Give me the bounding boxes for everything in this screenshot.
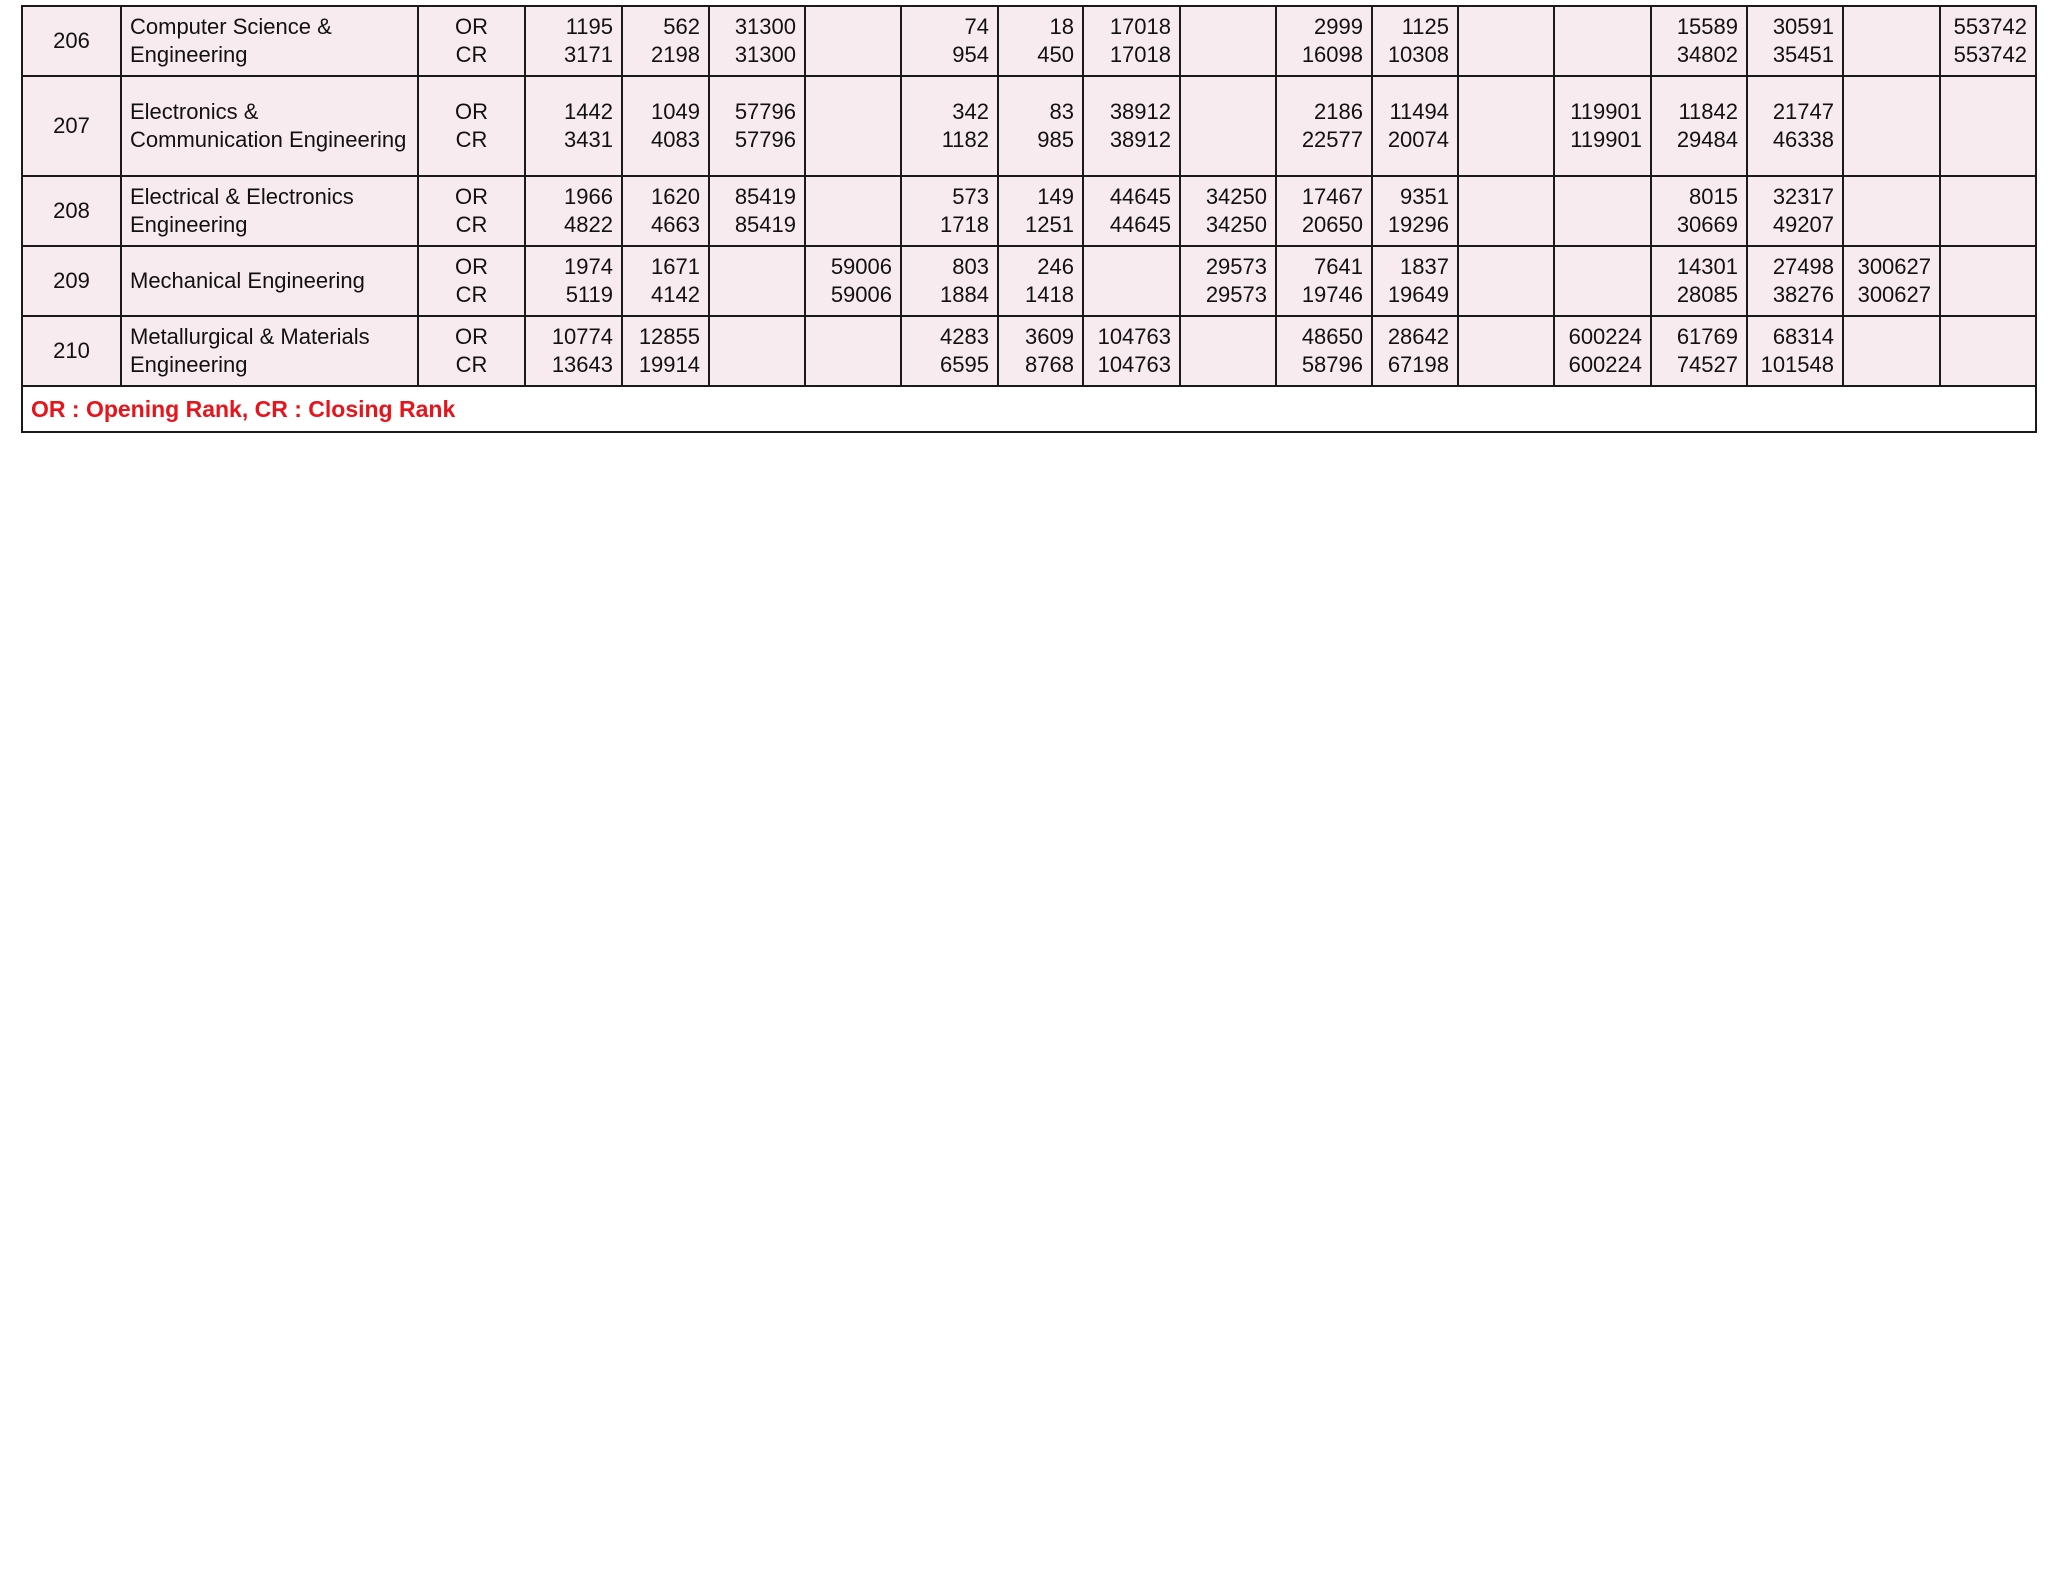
closing-rank-label: CR (455, 352, 488, 377)
rank-cell (1276, 246, 1372, 316)
closing-rank-value: 3171 (564, 42, 613, 67)
opening-rank-value (1563, 253, 1642, 281)
program-name: Computer Science & Engineering (121, 6, 418, 76)
closing-rank-value (1467, 211, 1545, 239)
opening-rank-value: 1837 (1400, 254, 1449, 279)
closing-rank-value (1949, 351, 2027, 379)
closing-rank-value (1563, 211, 1642, 239)
closing-rank-value: 104763 (1097, 352, 1171, 377)
closing-rank-value (814, 351, 892, 379)
opening-rank-value (814, 183, 892, 211)
opening-rank-value: 1195 (565, 14, 613, 39)
rank-type-cell (418, 6, 525, 76)
rank-cell (998, 176, 1083, 246)
rank-cell (1554, 176, 1651, 246)
opening-rank-value: 562 (663, 14, 700, 39)
closing-rank-value: 16098 (1301, 42, 1363, 67)
closing-rank-value: 58796 (1301, 352, 1363, 377)
table-row (22, 76, 2036, 176)
closing-rank-value (814, 126, 892, 154)
opening-rank-value (1189, 13, 1267, 41)
opening-rank-value: 11494 (1389, 99, 1449, 124)
closing-rank-value: 17018 (1109, 42, 1171, 67)
rank-cell (1180, 316, 1276, 386)
rank-cell (1651, 246, 1747, 316)
closing-rank-value (814, 41, 892, 69)
rank-cell (1843, 246, 1940, 316)
rank-cell (901, 6, 998, 76)
rank-cell (709, 6, 805, 76)
opening-rank-label: OR (455, 99, 488, 124)
opening-rank-value: 15589 (1676, 14, 1738, 39)
rank-cell (525, 6, 622, 76)
opening-rank-value: 83 (1049, 99, 1074, 124)
rank-cell (1083, 6, 1180, 76)
opening-rank-value (814, 13, 892, 41)
opening-rank-value (1092, 253, 1171, 281)
closing-rank-value: 3431 (564, 127, 613, 152)
closing-rank-value: 22577 (1301, 127, 1363, 152)
closing-rank-value (814, 211, 892, 239)
closing-rank-value (1563, 281, 1642, 309)
closing-rank-value (1467, 126, 1545, 154)
rank-cell (1843, 6, 1940, 76)
rank-cell (1458, 6, 1554, 76)
closing-rank-value: 30669 (1676, 212, 1738, 237)
opening-rank-value (1852, 98, 1931, 126)
closing-rank-value: 1718 (940, 212, 989, 237)
rank-cell (1747, 246, 1843, 316)
opening-rank-value: 342 (952, 99, 989, 124)
opening-rank-value: 246 (1037, 254, 1074, 279)
opening-rank-value (1949, 98, 2027, 126)
closing-rank-value: 600224 (1568, 352, 1642, 377)
opening-rank-value: 1049 (651, 99, 700, 124)
rank-cell (1940, 246, 2036, 316)
closing-rank-value (1563, 41, 1642, 69)
program-name: Metallurgical & Materials Engineering (121, 316, 418, 386)
opening-rank-value: 10774 (551, 324, 613, 349)
opening-rank-value (1852, 183, 1931, 211)
closing-rank-value: 20650 (1301, 212, 1363, 237)
table-row (22, 6, 2036, 76)
rank-cell (1372, 6, 1458, 76)
rank-cell (1180, 246, 1276, 316)
opening-rank-value (1852, 323, 1931, 351)
opening-rank-value: 1620 (651, 184, 700, 209)
closing-rank-value (1467, 41, 1545, 69)
closing-rank-value: 300627 (1857, 282, 1931, 307)
rank-cell (1747, 176, 1843, 246)
closing-rank-value: 34802 (1676, 42, 1738, 67)
rank-cell (622, 176, 709, 246)
rank-cell (709, 316, 805, 386)
closing-rank-value: 67198 (1387, 352, 1449, 377)
closing-rank-value (1852, 351, 1931, 379)
closing-rank-value: 4083 (651, 127, 700, 152)
rank-type-cell (418, 316, 525, 386)
rank-cell (525, 316, 622, 386)
closing-rank-value (1189, 126, 1267, 154)
closing-rank-value: 57796 (734, 127, 796, 152)
opening-rank-value: 17467 (1301, 184, 1363, 209)
closing-rank-value: 74527 (1676, 352, 1738, 377)
opening-rank-value (1467, 253, 1545, 281)
opening-rank-value: 149 (1037, 184, 1074, 209)
rank-cell (1940, 76, 2036, 176)
closing-rank-value: 13643 (551, 352, 613, 377)
opening-rank-label: OR (455, 254, 488, 279)
opening-rank-value: 27498 (1772, 254, 1834, 279)
rank-cell (709, 246, 805, 316)
rank-type-cell (418, 76, 525, 176)
closing-rank-value: 19296 (1387, 212, 1449, 237)
rank-cell (1083, 316, 1180, 386)
closing-rank-value: 5119 (565, 282, 613, 307)
program-name: Mechanical Engineering (121, 246, 418, 316)
opening-rank-value: 11842 (1678, 99, 1738, 124)
opening-rank-value: 104763 (1097, 324, 1171, 349)
opening-rank-label: OR (455, 184, 488, 209)
rank-cell (1843, 176, 1940, 246)
rank-cell (1747, 6, 1843, 76)
opening-rank-value: 4283 (940, 324, 989, 349)
program-code: 208 (22, 176, 121, 246)
opening-rank-value: 1125 (1401, 14, 1449, 39)
opening-rank-value: 29573 (1205, 254, 1267, 279)
closing-rank-value: 31300 (734, 42, 796, 67)
closing-rank-value: 4142 (651, 282, 700, 307)
closing-rank-value: 954 (952, 42, 989, 67)
rank-cell (622, 6, 709, 76)
rank-cell (1458, 246, 1554, 316)
rank-cell (1372, 76, 1458, 176)
rank-cell (1276, 316, 1372, 386)
closing-rank-value: 46338 (1772, 127, 1834, 152)
opening-rank-value: 9351 (1400, 184, 1449, 209)
closing-rank-value: 19649 (1387, 282, 1449, 307)
closing-rank-value: 20074 (1387, 127, 1449, 152)
opening-rank-value: 28642 (1387, 324, 1449, 349)
closing-rank-value: 2198 (651, 42, 700, 67)
rank-cell (1180, 76, 1276, 176)
closing-rank-value: 29573 (1205, 282, 1267, 307)
rank-cell (1747, 316, 1843, 386)
closing-rank-value: 8768 (1025, 352, 1074, 377)
opening-rank-value (1467, 98, 1545, 126)
rank-cell (901, 246, 998, 316)
closing-rank-value: 19746 (1301, 282, 1363, 307)
rank-cell (1372, 176, 1458, 246)
rank-cell (805, 76, 901, 176)
closing-rank-value (1852, 126, 1931, 154)
opening-rank-value (1467, 183, 1545, 211)
closing-rank-label: CR (455, 42, 488, 67)
opening-rank-value (1189, 323, 1267, 351)
table-row (22, 246, 2036, 316)
rank-cell (525, 76, 622, 176)
program-name: Electronics & Communication Engineering (121, 76, 418, 176)
closing-rank-value: 85419 (734, 212, 796, 237)
rank-cell (1458, 176, 1554, 246)
rank-cell (1651, 176, 1747, 246)
rank-cell (1276, 176, 1372, 246)
rank-cell (622, 76, 709, 176)
program-code: 206 (22, 6, 121, 76)
opening-rank-value: 17018 (1109, 14, 1171, 39)
closing-rank-value (1189, 41, 1267, 69)
rank-table-body (22, 6, 2036, 432)
opening-rank-value: 48650 (1301, 324, 1363, 349)
opening-rank-value: 600224 (1568, 324, 1642, 349)
rank-cell (1180, 6, 1276, 76)
closing-rank-value (718, 351, 796, 379)
closing-rank-value (718, 281, 796, 309)
closing-rank-value (1189, 351, 1267, 379)
closing-rank-value: 6595 (940, 352, 989, 377)
rank-cell (1747, 76, 1843, 176)
rank-cell (1458, 76, 1554, 176)
rank-cell (998, 246, 1083, 316)
closing-rank-value (1949, 281, 2027, 309)
opening-rank-value: 38912 (1109, 99, 1171, 124)
rank-cell (805, 316, 901, 386)
rank-cell (805, 176, 901, 246)
closing-rank-label: CR (455, 127, 488, 152)
opening-rank-value: 119901 (1570, 99, 1642, 124)
opening-rank-value: 8015 (1689, 184, 1738, 209)
closing-rank-value: 28085 (1676, 282, 1738, 307)
opening-rank-value: 21747 (1772, 99, 1834, 124)
rank-cell (805, 246, 901, 316)
program-name: Electrical & Electronics Engineering (121, 176, 418, 246)
closing-rank-value (1852, 41, 1931, 69)
closing-rank-value: 34250 (1205, 212, 1267, 237)
opening-rank-value (1949, 183, 2027, 211)
opening-rank-label: OR (455, 14, 488, 39)
opening-rank-value (1949, 253, 2027, 281)
rank-table (21, 5, 2037, 433)
opening-rank-value: 573 (952, 184, 989, 209)
opening-rank-value (1563, 13, 1642, 41)
rank-cell (1372, 246, 1458, 316)
opening-rank-value: 1974 (564, 254, 613, 279)
closing-rank-label: CR (455, 282, 488, 307)
closing-rank-value (1949, 126, 2027, 154)
rank-cell (525, 246, 622, 316)
closing-rank-value: 59006 (830, 282, 892, 307)
opening-rank-value (718, 323, 796, 351)
rank-cell (709, 76, 805, 176)
closing-rank-value: 4663 (651, 212, 700, 237)
closing-rank-value (1467, 351, 1545, 379)
opening-rank-value: 1671 (651, 254, 700, 279)
rank-cell (998, 76, 1083, 176)
opening-rank-value: 34250 (1205, 184, 1267, 209)
rank-cell (901, 176, 998, 246)
opening-rank-value (814, 98, 892, 126)
opening-rank-value: 2186 (1314, 99, 1363, 124)
opening-rank-value: 3609 (1025, 324, 1074, 349)
closing-rank-value: 4822 (564, 212, 613, 237)
opening-rank-value: 1966 (564, 184, 613, 209)
rank-cell (709, 176, 805, 246)
closing-rank-value (1949, 211, 2027, 239)
opening-rank-value: 14301 (1676, 254, 1738, 279)
rank-cell (622, 316, 709, 386)
opening-rank-value: 12855 (638, 324, 700, 349)
opening-rank-value: 59006 (830, 254, 892, 279)
opening-rank-value: 300627 (1857, 254, 1931, 279)
opening-rank-value: 30591 (1772, 14, 1834, 39)
closing-rank-value: 38276 (1772, 282, 1834, 307)
rank-cell (901, 316, 998, 386)
opening-rank-value: 32317 (1772, 184, 1834, 209)
rank-cell (1276, 76, 1372, 176)
rank-cell (1372, 316, 1458, 386)
footnote-row (22, 386, 2036, 432)
closing-rank-value: 1884 (940, 282, 989, 307)
rank-cell (622, 246, 709, 316)
rank-cell (1651, 316, 1747, 386)
closing-rank-value: 44645 (1109, 212, 1171, 237)
closing-rank-value: 985 (1037, 127, 1074, 152)
closing-rank-value: 10308 (1387, 42, 1449, 67)
closing-rank-value: 1418 (1025, 282, 1074, 307)
program-code: 210 (22, 316, 121, 386)
opening-rank-value: 803 (952, 254, 989, 279)
rank-cell (1651, 6, 1747, 76)
opening-rank-value: 61769 (1676, 324, 1738, 349)
opening-rank-value (1949, 323, 2027, 351)
closing-rank-value: 1182 (941, 127, 989, 152)
table-row (22, 176, 2036, 246)
closing-rank-value: 35451 (1772, 42, 1834, 67)
opening-rank-value: 57796 (734, 99, 796, 124)
rank-cell (1843, 316, 1940, 386)
closing-rank-value: 29484 (1676, 127, 1738, 152)
program-code: 209 (22, 246, 121, 316)
opening-rank-value (1563, 183, 1642, 211)
rank-cell (1651, 76, 1747, 176)
opening-rank-value (1189, 98, 1267, 126)
opening-rank-label: OR (455, 324, 488, 349)
opening-rank-value: 68314 (1772, 324, 1834, 349)
rank-cell (1554, 6, 1651, 76)
closing-rank-value: 450 (1037, 42, 1074, 67)
rank-cell (1940, 316, 2036, 386)
closing-rank-label: CR (455, 212, 488, 237)
rank-cell (1554, 316, 1651, 386)
rank-cell (1554, 246, 1651, 316)
opening-rank-value: 553742 (1953, 14, 2027, 39)
rank-cell (1083, 176, 1180, 246)
opening-rank-value: 1442 (564, 99, 613, 124)
opening-rank-value: 85419 (734, 184, 796, 209)
closing-rank-value (1852, 211, 1931, 239)
table-row (22, 316, 2036, 386)
closing-rank-value: 119901 (1570, 127, 1642, 152)
opening-rank-value: 7641 (1314, 254, 1363, 279)
rank-cell (1083, 76, 1180, 176)
rank-cell (805, 6, 901, 76)
opening-rank-value (1852, 13, 1931, 41)
rank-cell (1276, 6, 1372, 76)
closing-rank-value (1092, 281, 1171, 309)
opening-rank-value: 18 (1049, 14, 1074, 39)
opening-rank-value: 2999 (1314, 14, 1363, 39)
opening-rank-value (814, 323, 892, 351)
rank-cell (998, 316, 1083, 386)
rank-cell (1083, 246, 1180, 316)
closing-rank-value: 19914 (638, 352, 700, 377)
opening-rank-value (1467, 13, 1545, 41)
opening-rank-value: 31300 (734, 14, 796, 39)
rank-cell (1843, 76, 1940, 176)
rank-type-cell (418, 246, 525, 316)
footnote: OR : Opening Rank, CR : Closing Rank (22, 386, 2036, 432)
rank-cell (901, 76, 998, 176)
closing-rank-value: 553742 (1953, 42, 2027, 67)
opening-rank-value (1467, 323, 1545, 351)
rank-type-cell (418, 176, 525, 246)
opening-rank-value: 44645 (1109, 184, 1171, 209)
rank-cell (525, 176, 622, 246)
opening-rank-value (718, 253, 796, 281)
rank-cell (1180, 176, 1276, 246)
rank-cell (998, 6, 1083, 76)
rank-table-container (21, 5, 2031, 433)
closing-rank-value: 38912 (1109, 127, 1171, 152)
program-code: 207 (22, 76, 121, 176)
rank-cell (1458, 316, 1554, 386)
closing-rank-value: 49207 (1772, 212, 1834, 237)
opening-rank-value: 74 (964, 14, 989, 39)
rank-cell (1554, 76, 1651, 176)
rank-cell (1940, 6, 2036, 76)
closing-rank-value (1467, 281, 1545, 309)
closing-rank-value: 101548 (1760, 352, 1834, 377)
rank-cell (1940, 176, 2036, 246)
closing-rank-value: 1251 (1025, 212, 1074, 237)
